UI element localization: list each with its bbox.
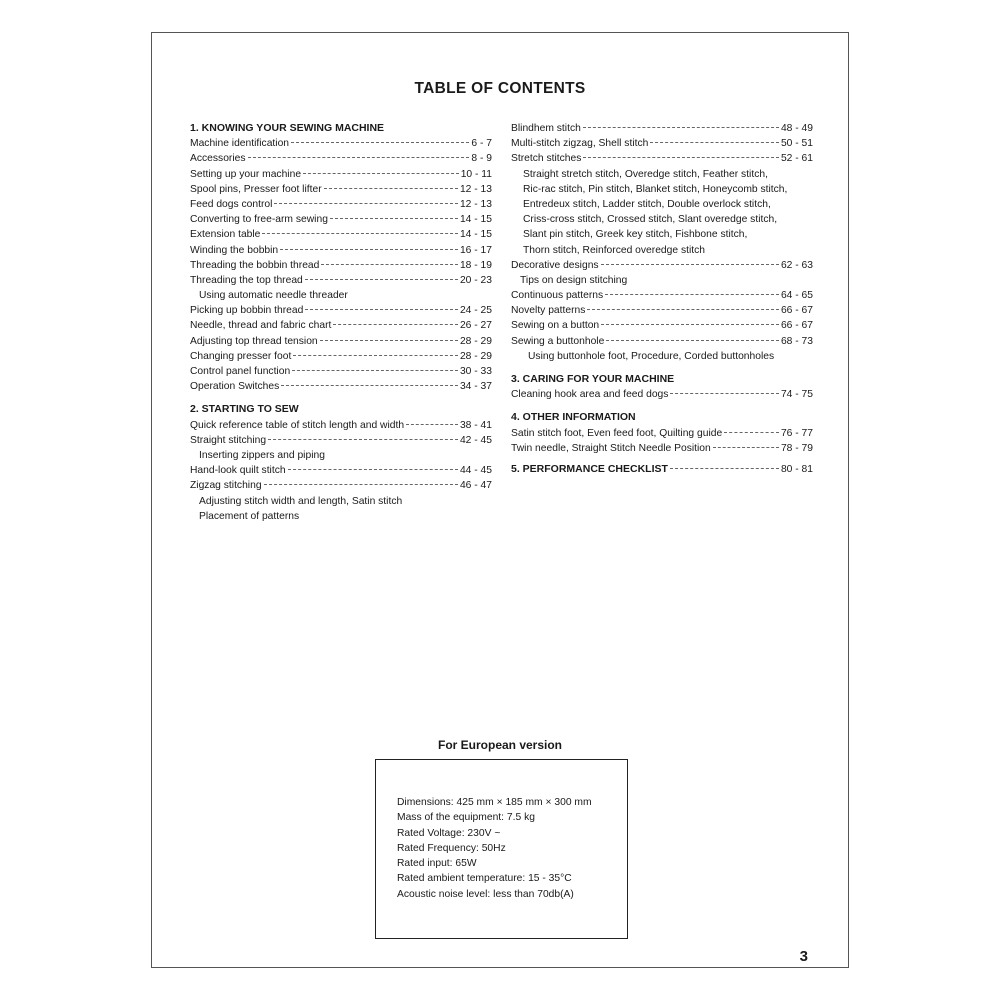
toc-entry: Straight stitching 42 - 45 — [190, 434, 492, 446]
toc-entry: Quick reference table of stitch length and width 38 - 41 — [190, 419, 492, 431]
toc-entry: Feed dogs control 12 - 13 — [190, 198, 492, 210]
section-heading-3: 3. CARING FOR YOUR MACHINE — [511, 373, 675, 385]
toc-subentry: Placement of patterns — [199, 510, 300, 522]
spec-item: Rated Frequency: 50Hz — [397, 842, 506, 854]
section-heading-4: 4. OTHER INFORMATION — [511, 411, 636, 424]
toc-entry: Operation Switches 34 - 37 — [190, 381, 492, 393]
toc-entry: Hand-look quilt stitch 44 - 45 — [190, 465, 492, 477]
section-heading-1: 1. KNOWING YOUR SEWING MACHINE — [190, 122, 385, 134]
toc-entry: Winding the bobbin 16 - 17 — [190, 244, 492, 256]
toc-entry: Spool pins, Presser foot lifter 12 - 13 — [190, 183, 492, 195]
toc-entry: Sewing a buttonhole 68 - 73 — [511, 335, 813, 347]
toc-subentry: Slant pin stitch, Greek key stitch, Fishbone stitch, — [523, 229, 748, 241]
toc-entry: Decorative designs 62 - 63 — [511, 259, 813, 271]
toc-entry: Threading the top thread 20 - 23 — [190, 274, 492, 286]
section-heading-5: 5. PERFORMANCE CHECKLIST 80 - 81 — [511, 462, 813, 475]
spec-item: Rated input: 65W — [397, 858, 477, 870]
spec-list — [397, 795, 592, 902]
toc-entry: Converting to free-arm sewing 14 - 15 — [190, 214, 492, 226]
toc-entry: Blindhem stitch 48 - 49 — [511, 123, 813, 134]
spec-item: Dimensions: 425 mm × 185 mm × 300 mm — [397, 797, 592, 808]
european-spec-box — [375, 759, 628, 939]
toc-entry: Novelty patterns 66 - 67 — [511, 305, 813, 317]
european-version-title: For European version — [437, 738, 563, 752]
toc-entry: Satin stitch foot, Even feed foot, Quilting guide 76 - 77 — [511, 427, 813, 439]
toc-subentry: Entredeux stitch, Ladder stitch, Double overlock stitch, — [523, 198, 771, 210]
toc-entry: Zigzag stitching 46 - 47 — [190, 480, 492, 492]
toc-entry: Changing presser foot 28 - 29 — [190, 350, 492, 362]
spec-item: Acoustic noise level: less than 70db(A) — [397, 888, 574, 900]
toc-subentry: Using buttonhole foot, Procedure, Corded buttonholes — [528, 350, 775, 362]
toc-entry: Picking up bobbin thread 24 - 25 — [190, 305, 492, 317]
toc-subentry: Using automatic needle threader — [199, 290, 348, 302]
toc-entry: Stretch stitches 52 - 61 — [511, 153, 813, 165]
toc-entry: Needle, thread and fabric chart 26 - 27 — [190, 320, 492, 332]
toc-subentry: Straight stretch stitch, Overedge stitch, Feather stitch, — [523, 168, 768, 180]
toc-entry: Accessories 8 - 9 — [190, 153, 492, 165]
section-spacer — [511, 364, 813, 372]
toc-right-column — [511, 121, 813, 477]
toc-entry: Threading the bobbin thread 18 - 19 — [190, 259, 492, 271]
toc-entry: Control panel function 30 - 33 — [190, 366, 492, 377]
toc-entry: Continuous patterns 64 - 65 — [511, 290, 813, 302]
toc-entry: Extension table 14 - 15 — [190, 229, 492, 241]
toc-subentry: Ric-rac stitch, Pin stitch, Blanket stitch, Honeycomb stitch, — [523, 183, 788, 195]
spec-item: Rated Voltage: 230V ~ — [397, 827, 501, 839]
manual-page — [151, 32, 849, 968]
toc-subentry: Inserting zippers and piping — [199, 449, 325, 461]
toc-left-column — [190, 121, 492, 524]
page-title: TABLE OF CONTENTS — [414, 80, 586, 97]
spec-item: Rated ambient temperature: 15 - 35°C — [397, 873, 572, 885]
toc-subentry: Tips on design stitching — [520, 274, 628, 286]
toc-entry: Twin needle, Straight Stitch Needle Position 78 - 79 — [511, 442, 813, 454]
toc-subentry: Criss-cross stitch, Crossed stitch, Slant overedge stitch, — [523, 214, 778, 226]
toc-entry: Sewing on a button 66 - 67 — [511, 320, 813, 332]
toc-entry: Setting up your machine 10 - 11 — [190, 168, 492, 180]
toc-entry: Adjusting top thread tension 28 - 29 — [190, 335, 492, 347]
section-spacer — [511, 402, 813, 410]
toc-entry: Multi-stitch zigzag, Shell stitch 50 - 51 — [511, 138, 813, 150]
section-heading-2: 2. STARTING TO SEW — [190, 403, 299, 416]
spec-item: Mass of the equipment: 7.5 kg — [397, 812, 535, 824]
toc-subentry: Adjusting stitch width and length, Satin stitch — [199, 495, 403, 507]
toc-entry: Machine identification 6 - 7 — [190, 138, 492, 150]
toc-subentry: Thorn stitch, Reinforced overedge stitch — [523, 244, 706, 256]
section-spacer — [190, 394, 492, 402]
toc-entry: Cleaning hook area and feed dogs 74 - 75 — [511, 389, 813, 401]
page-number: 3 — [799, 948, 808, 965]
